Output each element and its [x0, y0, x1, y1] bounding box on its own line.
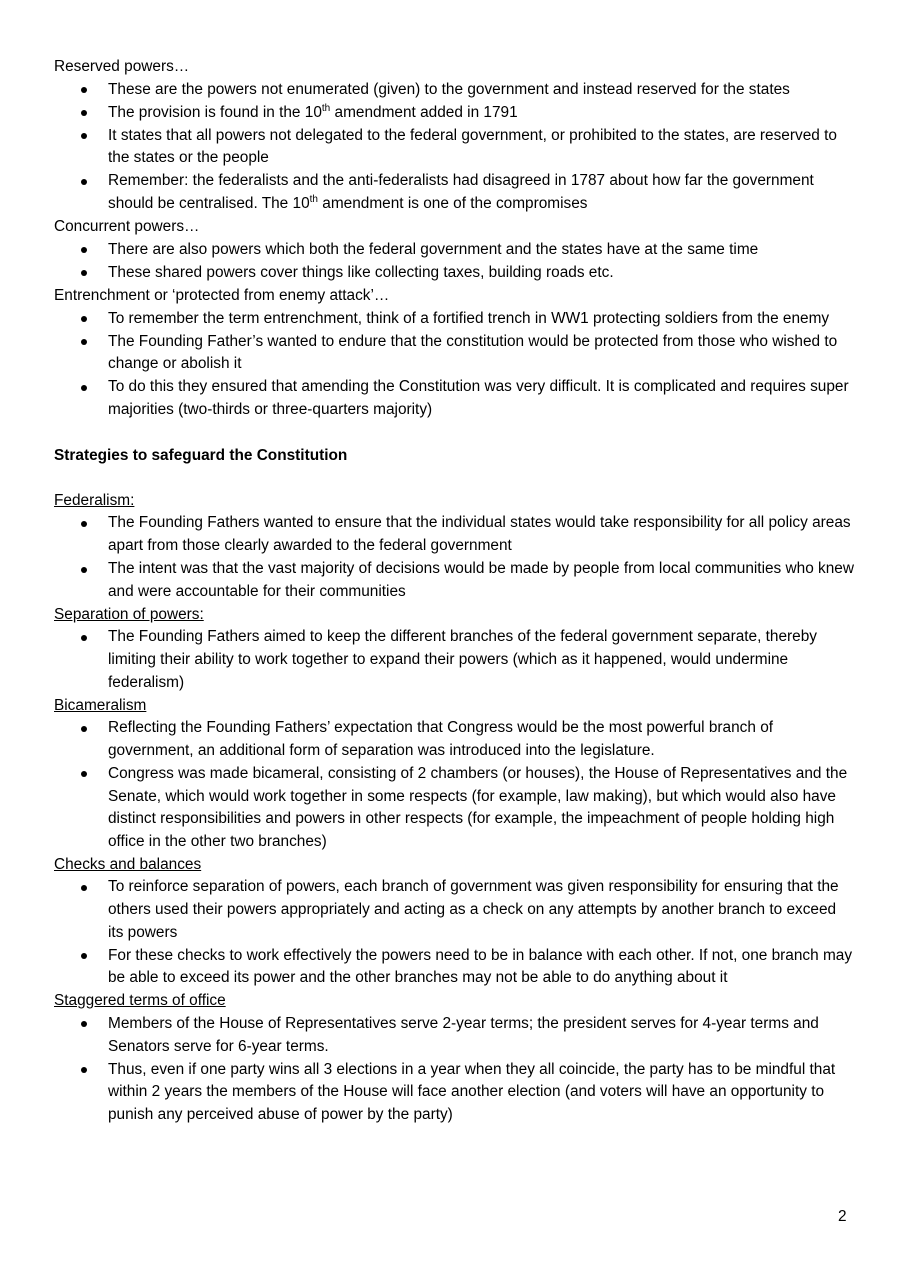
- bullet-icon: [81, 726, 87, 732]
- bullet-list: [54, 308, 854, 422]
- bullet-icon: [81, 521, 87, 527]
- bullet-item: [54, 79, 854, 102]
- bullet-list: [54, 512, 854, 603]
- bullet-text: The intent was that the vast majority of decisions would be made by people from local communities who knew and were accountable for their communities: [108, 560, 854, 600]
- bullet-icon: [81, 316, 87, 322]
- bullet-item: [54, 763, 854, 853]
- spacer: [54, 422, 854, 445]
- strategies-title: Strategies to safeguard the Constitution: [54, 446, 348, 464]
- bullet-item: [54, 512, 854, 557]
- bullet-icon: [81, 247, 87, 253]
- bullet-item: [54, 945, 854, 990]
- bullet-text: To remember the term entrenchment, think of a fortified trench in WW1 protecting soldiers from the enemy: [108, 309, 830, 327]
- bullet-icon: [81, 133, 87, 139]
- bullet-text: These are the powers not enumerated (given) to the government and instead reserved for the states: [108, 80, 790, 98]
- section-heading: Checks and balances: [54, 855, 202, 873]
- section-reserved-powers: [54, 56, 854, 216]
- bullet-text: The Founding Father’s wanted to endure that the constitution would be protected from those who wished to change or abolish it: [108, 332, 838, 373]
- bullet-icon: [81, 885, 87, 891]
- bullet-icon: [81, 953, 87, 959]
- bullet-item: [54, 1013, 854, 1058]
- bullet-icon: [81, 771, 87, 777]
- bullet-text: There are also powers which both the federal government and the states have at the same time: [108, 240, 759, 258]
- bullet-item: [54, 102, 854, 125]
- section-heading: Reserved powers…: [54, 58, 190, 75]
- section-heading: Entrenchment or ‘protected from enemy attack’…: [54, 286, 390, 304]
- bullet-list: [54, 1013, 854, 1126]
- bullet-text: Remember: the federalists and the anti-federalists had disagreed in 1787 about how far the government should be centralised. The 10: [108, 172, 814, 213]
- section-staggered-terms-of-office: [54, 990, 854, 1126]
- bullet-item: [54, 876, 854, 944]
- bullet-list: [54, 717, 854, 853]
- bullet-item: [54, 125, 854, 170]
- bullet-item: [54, 558, 854, 603]
- bullet-list: [54, 876, 854, 989]
- section-bicameralism: [54, 695, 854, 854]
- bullet-list: [54, 79, 854, 216]
- bullet-item: [54, 376, 854, 421]
- bullet-text: To do this they ensured that amending the Constitution was very difficult. It is complicated and requires super majorities (two-thirds or three-quarters majority): [108, 378, 849, 418]
- bullet-item: [54, 239, 854, 262]
- bullet-icon: [81, 1067, 87, 1073]
- bottom-sections: [54, 490, 854, 1127]
- bullet-icon: [81, 270, 87, 276]
- bullet-text: Members of the House of Representatives serve 2-year terms; the president serves for 4-year terms and Senators serve for 6-year terms.: [108, 1014, 819, 1055]
- section-heading: Federalism:: [54, 491, 135, 509]
- bullet-text: Congress was made bicameral, consisting of 2 chambers (or houses), the House of Representatives and the Senate, which would work together in some respects (for example, law making), but which would also have distinct responsibilities and powers in other respects (for example, the impeachment of people holding high office in the other two branches): [108, 764, 848, 850]
- bullet-text: The provision is found in the 10: [108, 103, 322, 121]
- bullet-list: [54, 239, 854, 285]
- bullet-icon: [81, 635, 87, 641]
- top-sections: [54, 56, 854, 422]
- section-heading: Bicameralism: [54, 696, 147, 714]
- bullet-icon: [81, 179, 87, 185]
- bullet-item: [54, 626, 854, 694]
- page-number: 2: [838, 1208, 847, 1225]
- bullet-icon: [81, 1021, 87, 1027]
- section-checks-and-balances: [54, 854, 854, 990]
- bullet-icon: [81, 87, 87, 93]
- bullet-list: [54, 626, 854, 694]
- bullet-item: [54, 170, 854, 215]
- document-page: [54, 56, 854, 1127]
- bullet-icon: [81, 110, 87, 116]
- bullet-text: Thus, even if one party wins all 3 elections in a year when they all coincide, the party has to be mindful that within 2 years the members of the House will face another election (and voters will have an opportunity to punish any perceived abuse of power by the party): [108, 1060, 836, 1123]
- section-separation-of-powers: [54, 604, 854, 694]
- bullet-item: [54, 308, 854, 331]
- section-concurrent-powers: [54, 216, 854, 284]
- bullet-icon: [81, 567, 87, 573]
- bullet-icon: [81, 385, 87, 391]
- section-entrenchment-or-protected-from-enemy-attack: [54, 285, 854, 422]
- bullet-item: [54, 262, 854, 285]
- section-heading: Staggered terms of office: [54, 992, 226, 1010]
- section-heading: Concurrent powers…: [54, 218, 200, 236]
- bullet-text: amendment added in 1791: [330, 103, 518, 121]
- ordinal-suffix: th: [321, 102, 331, 114]
- section-heading: Separation of powers:: [54, 605, 204, 623]
- bullet-text: The Founding Fathers wanted to ensure that the individual states would take responsibility for all policy areas apart from those clearly awarded to the federal government: [108, 514, 851, 554]
- bullet-text: To reinforce separation of powers, each branch of government was given responsibility for ensuring that the others used their powers appropriately and acting as a check on any attempts by another branch to exceed its powers: [108, 878, 839, 941]
- bullet-icon: [81, 339, 87, 345]
- bullet-text: It states that all powers not delegated to the federal government, or prohibited to the states, are reserved to the states or the people: [108, 126, 837, 167]
- bullet-text: amendment is one of the compromises: [318, 195, 588, 213]
- bullet-text: Reflecting the Founding Fathers’ expectation that Congress would be the most powerful branch of government, an additional form of separation was introduced into the legislature.: [108, 719, 774, 759]
- section-federalism: [54, 490, 854, 603]
- bullet-item: [54, 331, 854, 376]
- bullet-text: These shared powers cover things like collecting taxes, building roads etc.: [108, 263, 614, 281]
- ordinal-suffix: th: [309, 193, 318, 205]
- bullet-text: For these checks to work effectively the powers need to be in balance with each other. If not, one branch may be able to exceed its power and the other branches may not be able to do anything about it: [108, 946, 853, 987]
- bullet-text: The Founding Fathers aimed to keep the different branches of the federal government separate, thereby limiting their ability to work together to expand their powers (which as it happened, would undermine federalism): [108, 628, 817, 691]
- bullet-item: [54, 1059, 854, 1127]
- bullet-item: [54, 717, 854, 762]
